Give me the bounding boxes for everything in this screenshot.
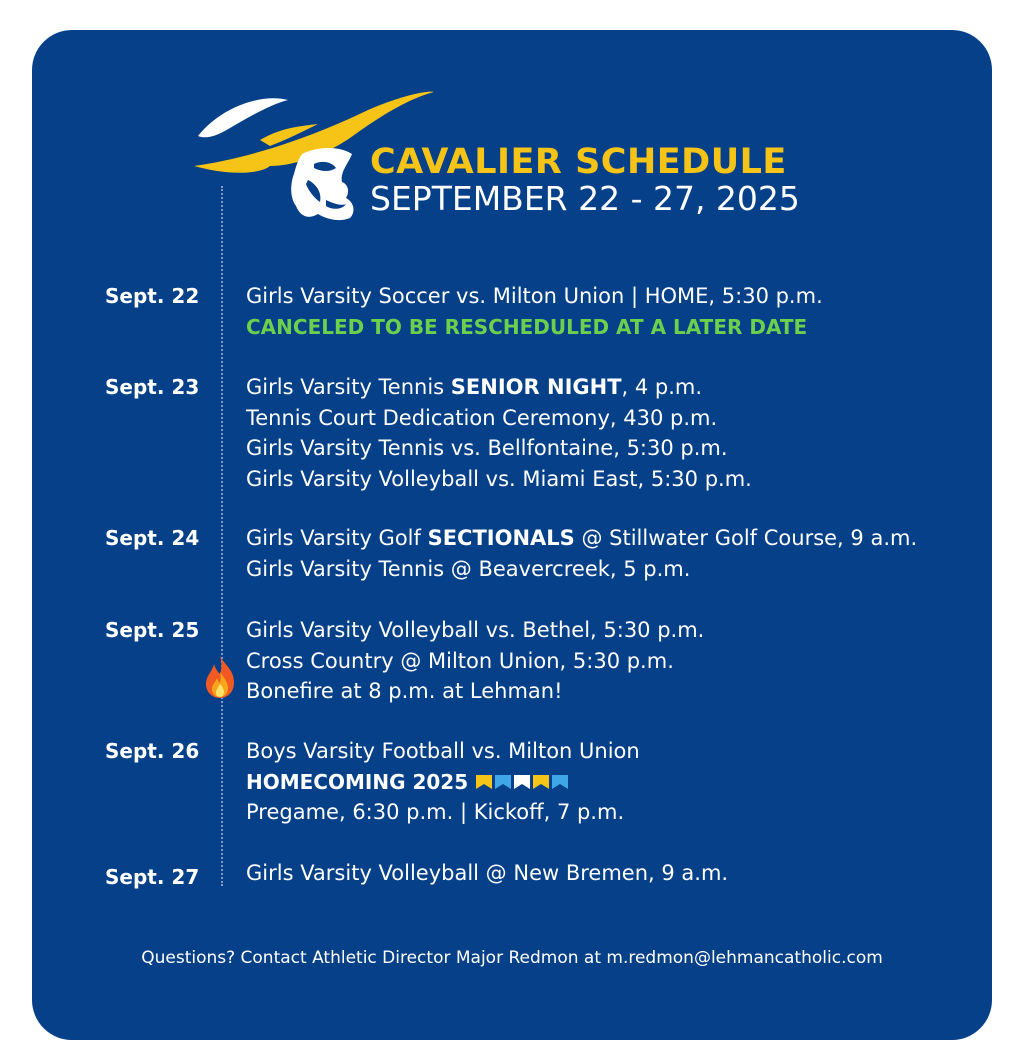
event-text: , 4 p.m. [621, 375, 703, 399]
day-events [246, 736, 640, 828]
event-line: Cross Country @ Milton Union, 5:30 p.m. [246, 648, 674, 673]
event-line: Girls Varsity Tennis vs. Bellfontaine, 5:30 p.m. [246, 436, 728, 460]
day-date: Sept. 23 [105, 375, 200, 399]
day-events [246, 372, 752, 494]
event-line: Boys Varsity Football vs. Milton Union [246, 739, 640, 763]
page-title: CAVALIER SCHEDULE [370, 142, 787, 182]
event-text: Girls Varsity Tennis [246, 375, 451, 399]
day-date: Sept. 25 [105, 618, 200, 642]
day-events [246, 523, 917, 584]
day-events [246, 281, 823, 342]
event-line: Girls Varsity Tennis @ Beavercreek, 5 p.m. [246, 556, 691, 581]
timeline-divider [221, 186, 223, 886]
event-highlight: SENIOR NIGHT [450, 375, 622, 399]
day-date: Sept. 22 [105, 284, 200, 308]
day-events [246, 858, 728, 889]
footer-contact: Questions? Contact Athletic Director Major Redmon at m.redmon@lehmancatholic.com [141, 948, 883, 968]
event-highlight: SECTIONALS [427, 526, 575, 550]
event-line: Pregame, 6:30 p.m. | Kickoff, 7 p.m. [246, 800, 625, 824]
event-line: Girls Varsity Volleyball @ New Bremen, 9 a.m. [246, 861, 729, 885]
day-date: Sept. 27 [105, 865, 200, 889]
day-events [246, 615, 704, 707]
title-block [370, 142, 800, 218]
event-line: Bonefire at 8 p.m. at Lehman! [246, 679, 563, 703]
event-text: @ Stillwater Golf Course, 9 a.m. [574, 526, 918, 550]
bunting-flags-icon [476, 773, 572, 791]
event-text: Girls Varsity Golf [246, 526, 428, 550]
event-line [246, 523, 917, 554]
homecoming-line [246, 767, 640, 798]
homecoming-label: HOMECOMING 2025 [246, 769, 469, 794]
canceled-notice: CANCELED TO BE RESCHEDULED AT A LATER DATE [246, 314, 808, 339]
day-date: Sept. 24 [105, 526, 200, 550]
event-line: Girls Varsity Volleyball vs. Miami East, 5:30 p.m. [246, 466, 752, 491]
event-line [246, 372, 752, 403]
event-line: Girls Varsity Soccer vs. Milton Union | HOME, 5:30 p.m. [246, 284, 823, 308]
event-line: Girls Varsity Volleyball vs. Bethel, 5:30 p.m. [246, 618, 705, 642]
fire-icon [202, 654, 238, 700]
page-subtitle: SEPTEMBER 22 - 27, 2025 [370, 179, 800, 218]
event-line: Tennis Court Dedication Ceremony, 430 p.m. [246, 405, 718, 430]
day-date: Sept. 26 [105, 739, 200, 763]
